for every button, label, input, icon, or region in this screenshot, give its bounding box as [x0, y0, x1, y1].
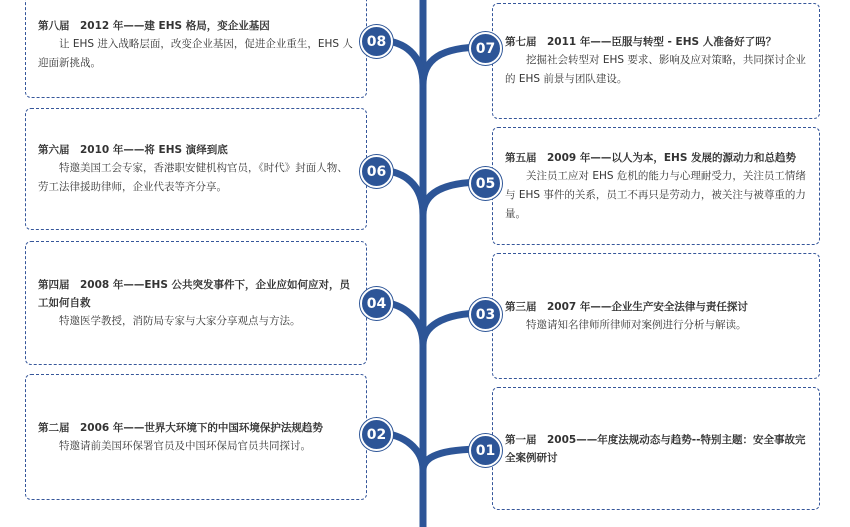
event-desc: 特邀美国工会专家，香港职安健机构官员，《时代》封面人物、劳工法律援助律师，企业代表等齐分享。 [38, 162, 348, 193]
event-title: 第二届 2006 年——世界大环境下的中国环境保护法规趋势 [38, 421, 323, 434]
event-desc: 挖掘社会转型对 EHS 要求、影响及应对策略，共同探讨企业的 EHS 前景与团队建设。 [505, 54, 806, 85]
badge-05: 05 [469, 167, 502, 200]
event-desc: 特邀请前美国环保署官员及中国环保局官员共同探讨。 [59, 439, 311, 452]
event-card-08 [25, 0, 367, 98]
badge-02: 02 [360, 418, 393, 451]
event-title: 第五届 2009 年——以人为本，EHS 发展的源动力和总趋势 [505, 151, 797, 164]
badge-06: 06 [360, 155, 393, 188]
event-card-07 [492, 3, 820, 119]
event-card-04 [25, 241, 367, 365]
event-title: 第一届 2005——年度法规动态与趋势--特别主题：安全事故完全案例研讨 [505, 433, 806, 464]
event-card-01 [492, 387, 820, 510]
badge-08: 08 [360, 25, 393, 58]
event-title: 第八届 2012 年——建 EHS 格局，变企业基因 [38, 20, 270, 32]
event-desc: 特邀医学教授，消防局专家与大家分享观点与方法。 [59, 314, 301, 327]
badge-03: 03 [469, 298, 502, 331]
event-title: 第六届 2010 年——将 EHS 演绎到底 [38, 144, 228, 156]
event-desc: 关注员工应对 EHS 危机的能力与心理耐受力，关注员工情绪与 EHS 事件的关系，员工不再只是劳动力，被关注与被尊重的力量。 [505, 169, 806, 220]
event-card-02 [25, 374, 367, 500]
event-desc: 让 EHS 进入战略层面，改变企业基因，促进企业重生，EHS 人迎面新挑战。 [38, 38, 353, 69]
badge-04: 04 [360, 287, 393, 320]
event-card-05 [492, 127, 820, 245]
badge-01: 01 [469, 434, 502, 467]
badge-07: 07 [469, 32, 502, 65]
event-desc: 特邀请知名律师所律师对案例进行分析与解读。 [526, 318, 747, 331]
event-title: 第四届 2008 年——EHS 公共突发事件下，企业应如何应对，员工如何自救 [38, 278, 351, 309]
event-card-06 [25, 108, 367, 230]
event-card-03 [492, 253, 820, 379]
event-title: 第七届 2011 年——臣服与转型 - EHS 人准备好了吗？ [505, 36, 777, 48]
event-title: 第三届 2007 年——企业生产安全法律与责任探讨 [505, 300, 748, 313]
